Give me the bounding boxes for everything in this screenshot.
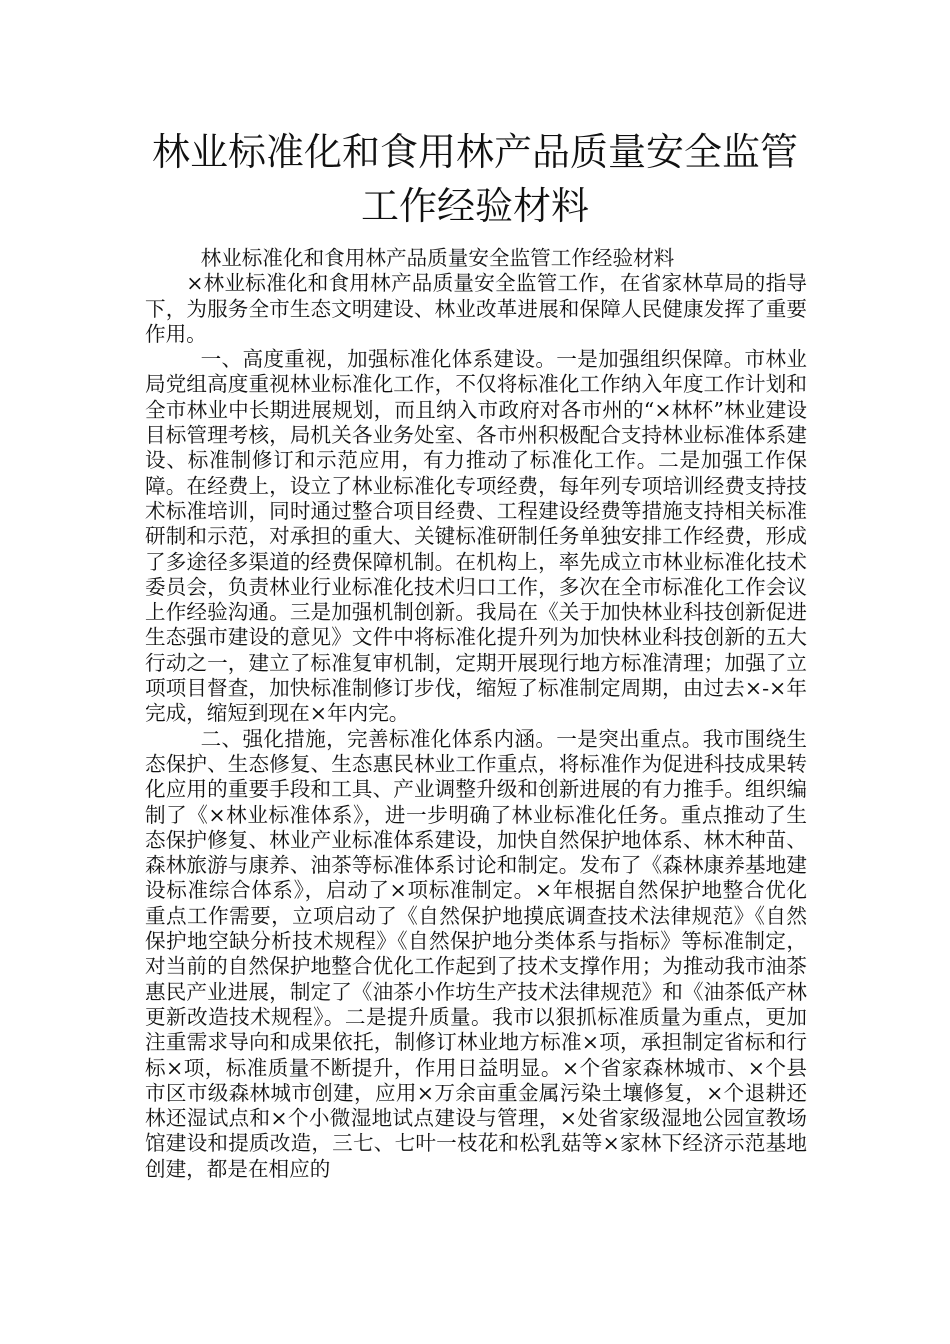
paragraph-intro: ×林业标准化和食用林产品质量安全监管工作，在省家林草局的指导下，为服务全市生态文明建设、林业改革进展和保障人民健康发挥了重要作用。 — [145, 271, 807, 346]
document-title: 林业标准化和食用林产品质量安全监管工作经验材料 — [151, 130, 798, 228]
document-body — [145, 246, 807, 1182]
paragraph-section-2: 二、强化措施，完善标准化体系内涵。一是突出重点。我市围绕生态保护、生态修复、生态惠民林业工作重点，将标准作为促进科技成果转化应用的重要手段和工具、产业调整升级和创新进展的有力推手。组织编制了《×林业标准体系》，进一步明确了林业标准化任务。重点推动了生态保护修复、林业产业标准体系建设，加快自然保护地体系、林木种苗、森林旅游与康养、油茶等标准体系讨论和制定。发布了《森林康养基地建设标准综合体系》，启动了×项标准制定。×年根据自然保护地整合优化重点工作需要，立项启动了《自然保护地摸底调查技术法律规范》《自然保护地空缺分析技术规程》《自然保护地分类体系与指标》等标准制定，对当前的自然保护地整合优化工作起到了技术支撑作用；为推动我市油茶惠民产业进展，制定了《油茶小作坊生产技术法律规范》和《油茶低产林更新改造技术规程》。二是提升质量。我市以狠抓标准质量为重点，更加注重需求导向和成果依托，制修订林业地方标准×项，承担制定省标和行标×项，标准质量不断提升，作用日益明显。×个省家森林城市、×个县市区市级森林城市创建，应用×万余亩重金属污染土壤修复，×个退耕还林还湿试点和×个小微湿地试点建设与管理，×处省家级湿地公园宣教场馆建设和提质改造，三七、七叶一枝花和松乳菇等×家林下经济示范基地创建，都是在相应的 — [145, 726, 807, 1181]
paragraph-subtitle: 林业标准化和食用林产品质量安全监管工作经验材料 — [200, 246, 675, 270]
paragraph-section-1: 一、高度重视，加强标准化体系建设。一是加强组织保障。市林业局党组高度重视林业标准化工作，不仅将标准化工作纳入年度工作计划和全市林业中长期进展规划，而且纳入市政府对各市州的“×林杯”林业建设目标管理考核，局机关各业务处室、各市州积极配合支持林业标准体系建设、标准制修订和示范应用，有力推动了标准化工作。二是加强工作保障。在经费上，设立了林业标准化专项经费，每年列专项培训经费支持技术标准培训，同时通过整合项目经费、工程建设经费等措施支持相关标准研制和示范，对承担的重大、关键标准研制任务单独安排工作经费，形成了多途径多渠道的经费保障机制。在机构上，率先成立市林业标准化技术委员会，负责林业行业标准化技术归口工作，多次在全市标准化工作会议上作经验沟通。三是加强机制创新。我局在《关于加快林业科技创新促进生态强市建设的意见》文件中将标准化提升列为加快林业科技创新的五大行动之一，建立了标准复审机制，定期开展现行地方标准清理；加强了立项项目督查，加快标准制修订步伐，缩短了标准制定周期，由过去×-×年完成，缩短到现在×年内完。 — [145, 347, 807, 726]
